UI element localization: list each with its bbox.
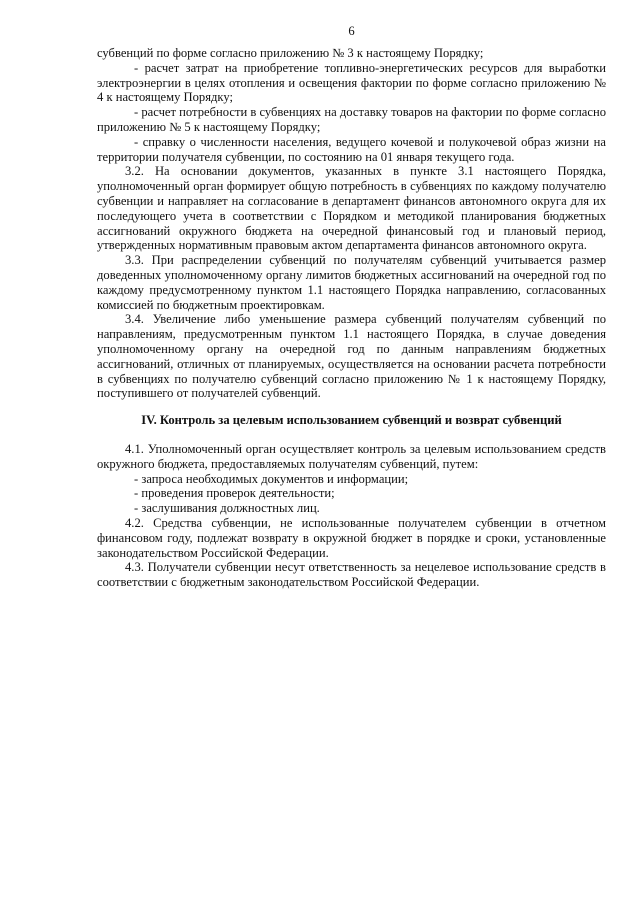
paragraph-clause-3-3: 3.3. При распределении субвенций по получателям субвенций учитывается размер доведенных уполномоченному органу лимитов бюджетных ассигнований на очередной год по каждому предусмотренному пунктом 1.1 настоящего Порядка направлению, согласованных комиссией по бюджетным проектировкам. xyxy=(97,253,606,312)
paragraph-clause-4-3: 4.3. Получатели субвенции несут ответственность за нецелевое использование средств в соответствии с бюджетным законодательством Российской Федерации. xyxy=(97,560,606,590)
paragraph-clause-3-4: 3.4. Увеличение либо уменьшение размера субвенций получателям субвенций по направлениям, предусмотренным пунктом 1.1 настоящего Порядка, в случае доведения уполномоченному органу на очередной год по данным направлениям бюджетных ассигнований, отличных от планируемых, осуществляется на основании расчета потребности в субвенциях по получателю субвенций согласно приложению № 1 к настоящему Порядку, поступившего от получателей субвенций. xyxy=(97,312,606,401)
paragraph-list-item: - расчет затрат на приобретение топливно-энергетических ресурсов для выработки электроэнергии в целях отопления и освещения фактории по форме согласно приложению № 4 к настоящему Порядку; xyxy=(97,60,606,105)
paragraph-list-item: - заслушивания должностных лиц. xyxy=(134,501,320,516)
paragraph-continuation: субвенций по форме согласно приложению № 3 к настоящему Порядку; xyxy=(97,46,484,60)
document-body xyxy=(97,46,606,590)
paragraph-clause-4-2: 4.2. Средства субвенции, не использованные получателем субвенции в отчетном финансовом году, подлежат возврату в окружной бюджет в порядке и сроки, установленные законодательством Российской Федерации. xyxy=(97,515,606,560)
paragraph-list-item: - проведения проверок деятельности; xyxy=(134,486,335,501)
paragraph-list-item: - расчет потребности в субвенциях на доставку товаров на фактории по форме согласно приложению № 5 к настоящему Порядку; xyxy=(97,105,606,134)
paragraph-list-item: - запроса необходимых документов и информации; xyxy=(134,471,409,486)
paragraph-list-item: - справку о численности населения, ведущего кочевой и полукочевой образ жизни на территории получателя субвенции, по состоянию на 01 января текущего года. xyxy=(97,134,606,164)
paragraph-clause-3-2: 3.2. На основании документов, указанных в пункте 3.1 настоящего Порядка, уполномоченный орган формирует общую потребность в субвенциях по каждому получателю субвенции и направляет на согласование в департамент финансов автономного округа для их последующего учета в соответствии с Порядком и методикой планирования бюджетных ассигнований окружного бюджета на очередной финансовый год и плановый период, утвержденных нормативным правовым актом департамента финансов автономного округа. xyxy=(97,164,606,253)
section-heading: IV. Контроль за целевым использованием субвенций и возврат субвенций xyxy=(141,413,562,428)
paragraph-clause-4-1: 4.1. Уполномоченный орган осуществляет контроль за целевым использованием средств окружного бюджета, предоставляемых получателям субвенций, путем: xyxy=(97,441,606,471)
page-number: 6 xyxy=(348,24,355,38)
